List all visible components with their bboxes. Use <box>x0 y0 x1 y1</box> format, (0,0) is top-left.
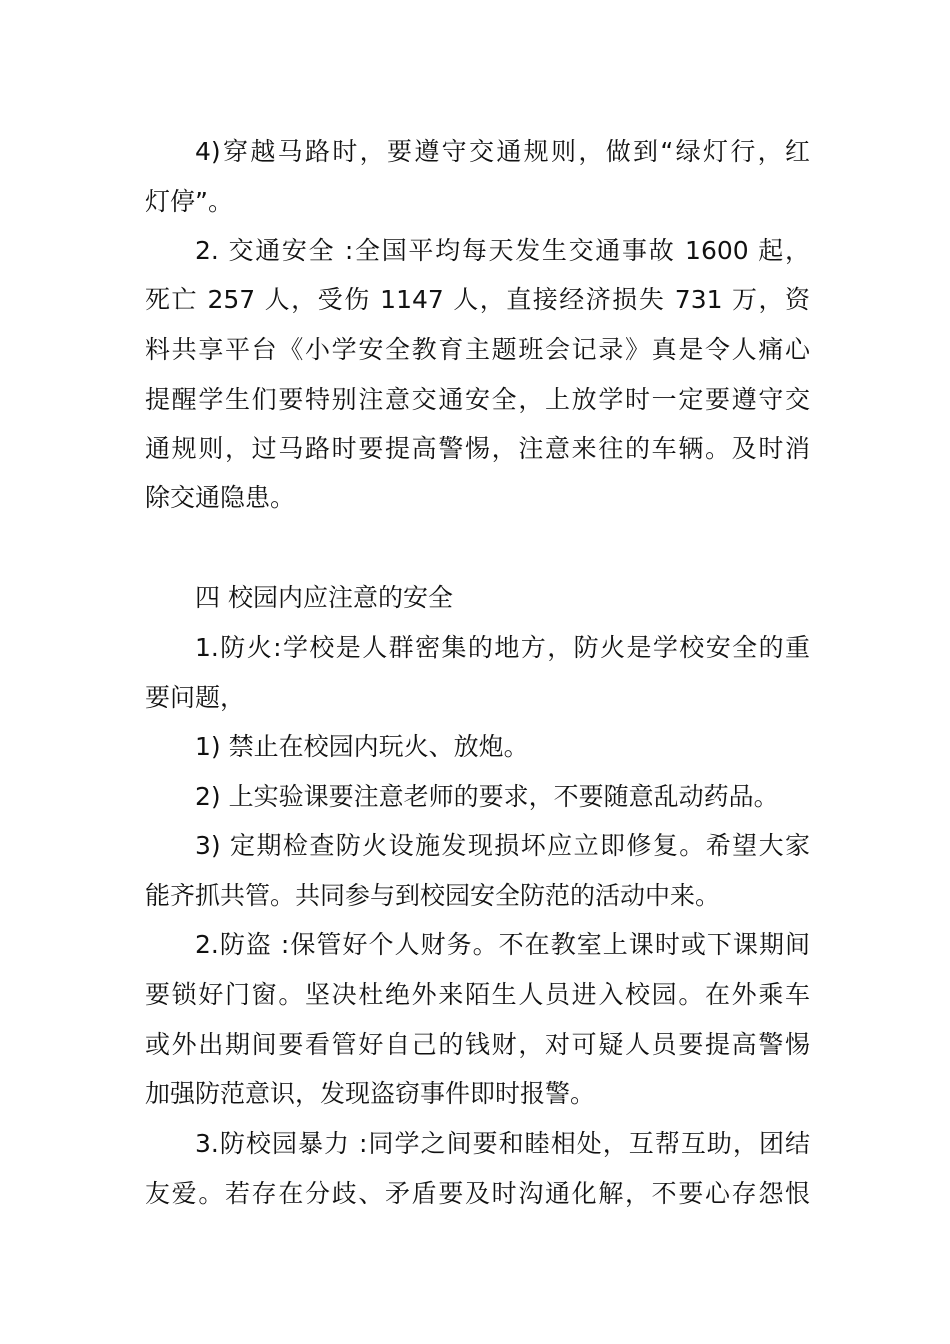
paragraph-line: 能齐抓共管。共同参与到校园安全防范的活动中来。 <box>145 881 721 910</box>
paragraph-line: 提醒学生们要特别注意交通安全，上放学时一定要遵守交 <box>145 385 810 414</box>
paragraph-line: 2.防盗 :保管好个人财务。不在教室上课时或下课期间 <box>195 930 810 959</box>
paragraph-line: 要问题， <box>145 683 246 712</box>
paragraph-line: 4)穿越马路时，要遵守交通规则，做到“绿灯行，红 <box>195 137 810 166</box>
section-heading: 四 校园内应注意的安全 <box>195 583 453 612</box>
paragraph-line: 友爱。若存在分歧、矛盾要及时沟通化解，不要心存怨恨 <box>145 1179 810 1208</box>
list-item: 3) 定期检查防火设施发现损坏应立即修复。希望大家 <box>195 831 810 860</box>
paragraph-line: 除交通隐患。 <box>145 483 296 512</box>
list-item: 1) 禁止在校园内玩火、放炮。 <box>195 732 529 761</box>
list-item: 2) 上实验课要注意老师的要求，不要随意乱动药品。 <box>195 782 779 811</box>
paragraph-line: 死亡 257 人，受伤 1147 人，直接经济损失 731 万，资 <box>145 285 810 314</box>
paragraph-line: 料共享平台《小学安全教育主题班会记录》真是令人痛心 <box>145 335 810 364</box>
paragraph-line: 加强防范意识，发现盗窃事件即时报警。 <box>145 1079 596 1108</box>
paragraph-line: 灯停”。 <box>145 187 233 216</box>
paragraph-line: 3.防校园暴力 :同学之间要和睦相处，互帮互助，团结 <box>195 1129 810 1158</box>
paragraph-line: 要锁好门窗。坚决杜绝外来陌生人员进入校园。在外乘车 <box>145 980 810 1009</box>
paragraph-line: 或外出期间要看管好自己的钱财，对可疑人员要提高警惕 <box>145 1030 810 1059</box>
paragraph-line: 2. 交通安全 :全国平均每天发生交通事故 1600 起， <box>195 236 810 265</box>
paragraph-line: 1.防火:学校是人群密集的地方，防火是学校安全的重 <box>195 633 810 662</box>
paragraph-line: 通规则，过马路时要提高警惕，注意来往的车辆。及时消 <box>145 434 810 463</box>
